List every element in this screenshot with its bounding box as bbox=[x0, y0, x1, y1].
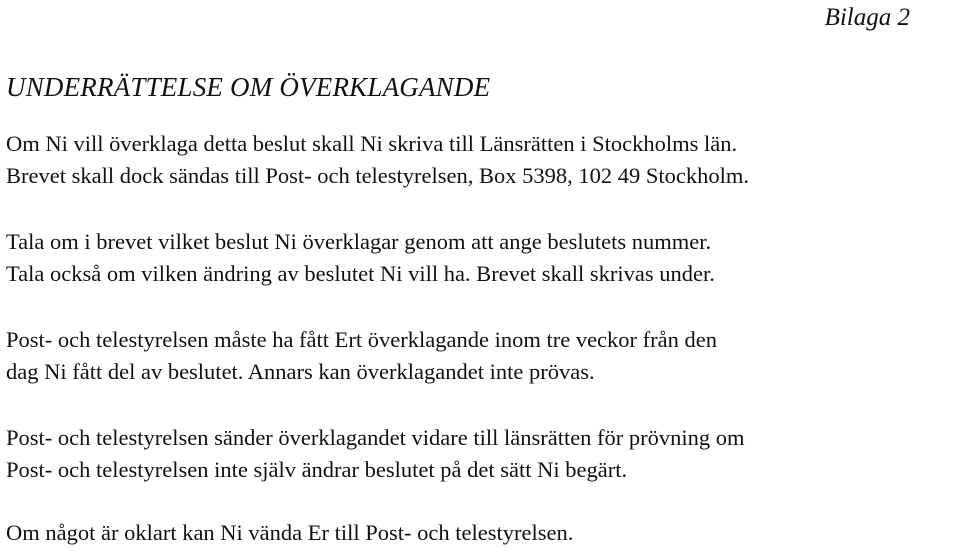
paragraph-contact bbox=[6, 517, 573, 549]
paragraph-line: Om något är oklart kan Ni vända Er till Post- och telestyrelsen. bbox=[6, 520, 574, 545]
paragraph-line: dag Ni fått del av beslutet. Annars kan överklagandet inte prövas. bbox=[6, 359, 595, 384]
paragraph-line: Tala också om vilken ändring av beslutet Ni vill ha. Brevet skall skrivas under. bbox=[6, 261, 715, 286]
paragraph-line: Tala om i brevet vilket beslut Ni överklagar genom att ange beslutets nummer. bbox=[6, 229, 712, 254]
paragraph-line: Om Ni vill överklaga detta beslut skall Ni skriva till Länsrätten i Stockholms län. bbox=[6, 131, 738, 156]
paragraph-line: Post- och telestyrelsen måste ha fått Ert överklagande inom tre veckor från den bbox=[6, 327, 717, 352]
paragraph-appeal-forwarding bbox=[6, 422, 745, 486]
annex-label: Bilaga 2 bbox=[824, 4, 910, 31]
paragraph-line: Post- och telestyrelsen sänder överklagandet vidare till länsrätten för prövning om bbox=[6, 425, 745, 450]
paragraph-line: Post- och telestyrelsen inte själv ändrar beslutet på det sätt Ni begärt. bbox=[6, 457, 628, 482]
paragraph-line: Brevet skall dock sändas till Post- och telestyrelsen, Box 5398, 102 49 Stockholm. bbox=[6, 163, 750, 188]
paragraph-appeal-content bbox=[6, 226, 715, 290]
document-heading: UNDERRÄTTELSE OM ÖVERKLAGANDE bbox=[6, 72, 491, 102]
paragraph-appeal-address bbox=[6, 128, 749, 192]
paragraph-appeal-deadline bbox=[6, 324, 717, 388]
